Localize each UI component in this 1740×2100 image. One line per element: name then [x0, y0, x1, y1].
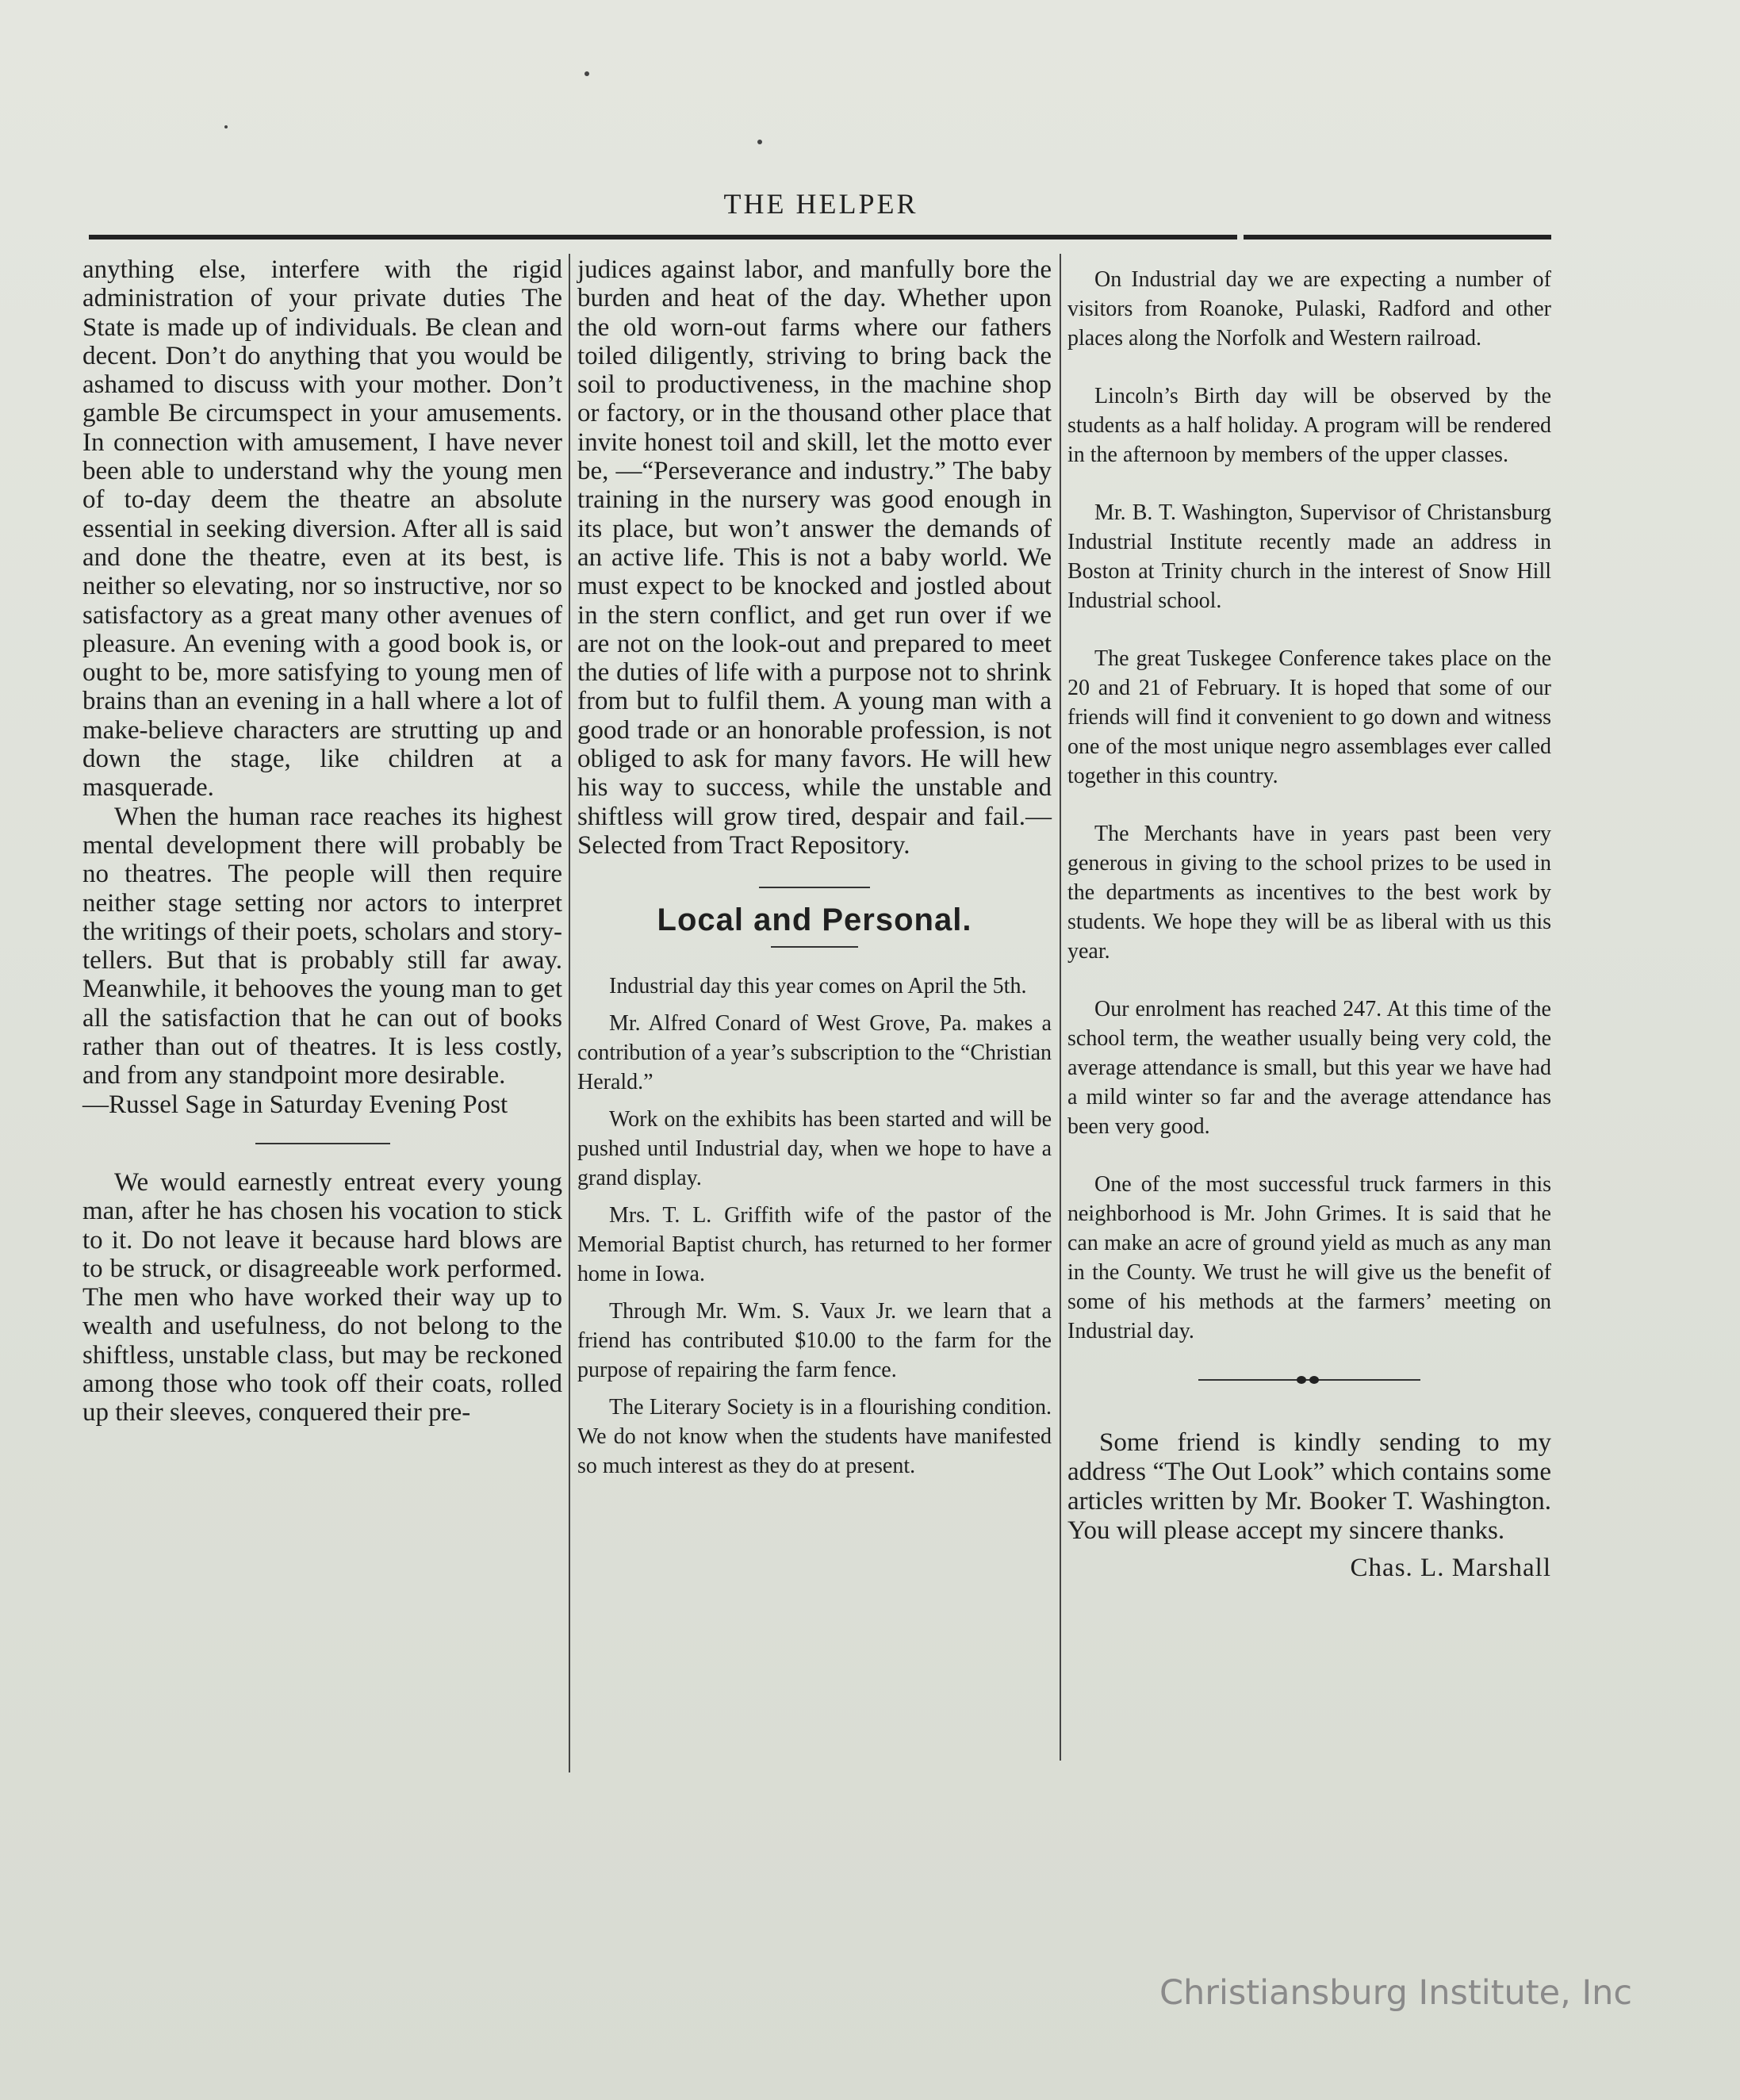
ink-speck — [584, 71, 589, 76]
news-item: Work on the exhibits has been started and will be pushed until Industrial day, when we hope to have a grand display. — [577, 1106, 1052, 1190]
column-1 — [82, 255, 562, 1427]
signature: Chas. L. Marshall — [1350, 1554, 1551, 1582]
news-item: Through Mr. Wm. S. Vaux Jr. we learn that a friend has contributed $10.00 to the farm for the purpose of repairing the farm fence. — [577, 1298, 1052, 1382]
news-item: Mrs. T. L. Griffith wife of the pastor of the Memorial Baptist church, has returned to her former home in Iowa. — [577, 1202, 1052, 1286]
section-rule — [771, 946, 858, 948]
column-3 — [1067, 265, 1551, 1583]
news-item: The Literary Society is in a flourishing condition. We do not know when the students have manifested so much interest as they do at present. — [577, 1394, 1052, 1478]
news-item: One of the most successful truck farmers in this neighborhood is Mr. John Grimes. It is said that he can make an acre of ground yield as much as any man in the County. We trust he will give us the benefit of some of his methods at the farmers’ meeting on Industrial day. — [1067, 1172, 1551, 1343]
masthead-rule — [89, 235, 1237, 240]
news-item: Mr. Alfred Conard of West Grove, Pa. makes a contribution of a year’s subscription to the “Christian Herald.” — [577, 1010, 1052, 1094]
news-item: On Industrial day we are expecting a number of visitors from Roanoke, Pulaski, Radford and other places along the Norfolk and Western railroad. — [1067, 267, 1551, 351]
news-item: The Merchants have in years past been very generous in giving to the school prizes to be used in the departments as incentives to the best work by students. We hope they will be as liberal with us this year. — [1067, 822, 1551, 964]
archive-watermark: Christiansburg Institute, Inc — [1159, 1973, 1633, 2013]
news-item: Mr. B. T. Washington, Supervisor of Christansburg Industrial Institute recently made an address in Boston at Trinity church in the interest of Snow Hill Industrial school. — [1067, 500, 1551, 613]
masthead-rule — [1244, 235, 1551, 240]
section-rule — [255, 1143, 390, 1144]
column-divider — [569, 254, 570, 1772]
news-item: Our enrolment has reached 247. At this time of the school term, the weather usually being very cold, the average attendance is small, but this year we have had a mild winter so far and the average attendance has been very good. — [1067, 997, 1551, 1139]
news-item: Lincoln’s Birth day will be observed by the students as a half holiday. A program will be rendered in the afternoon by members of the upper classes. — [1067, 384, 1551, 467]
ink-speck — [224, 125, 228, 128]
article-paragraph: judices against labor, and manfully bore the burden and heat of the day. Whether upon the old worn-out farms where our fathers toiled diligently, striving to bring back the soil to productiveness, in the machine shop or factory, or in the thousand other place that invite honest toil and skill, let the motto ever be, —“Perseverance and industry.” The baby training in the nursery was good enough in its place, but won’t answer the demands of an active life. This is not a baby world. We must expect to be knocked and jostled about in the stern conflict, and get run over if we are not on the look-out and prepared to meet the duties of life with a purpose not to shrink from but to fulfil them. A young man with a good trade or an honorable profession, is not obliged to ask for many favors. He will hew his way to success, while the unstable and shiftless will grow tired, despair and fail.—Selected from Tract Repository. — [577, 255, 1052, 860]
article-attribution: —Russel Sage in Saturday Evening Post — [82, 1090, 508, 1119]
ink-speck — [757, 140, 762, 144]
article-paragraph: When the human race reaches its highest mental development there will probably be no theatres. The people will then require neither stage setting nor actors to interpret the writings of their poets, scholars and story-tellers. But that is probably still far away. Meanwhile, it behooves the young man to get all the satisfaction that he can out of books rather than out of theatres. It is less costly, and from any standpoint more desirable. — [82, 802, 562, 1090]
masthead-title: THE HELPER — [723, 188, 918, 220]
ornament-rule — [1198, 1374, 1420, 1385]
ornament-rule — [759, 883, 870, 891]
article-paragraph: anything else, interfere with the rigid administration of your private duties The State is made up of individuals. Be clean and decent. Don’t do anything that you would be ashamed to discuss with your mother. Don’t gamble Be circumspect in your amusements. In connection with amusement, I have never been able to understand why the young men of to-day deem the theatre an absolute essential in seeking diversion. After all is said and done the theatre, even at its best, is neither so elevating, nor so instructive, nor so satisfactory as a great many other avenues of pleasure. An evening with a good book is, or ought to be, more satisfying to young men of brains than an evening in a hall where a lot of make-believe characters are strutting up and down the stage, like children at a masquerade. — [82, 255, 562, 803]
news-item: The great Tuskegee Conference takes place on the 20 and 21 of February. It is hoped that some of our friends will find it convenient to go down and witness one of the most unique negro assemblages ever called together in this country. — [1067, 646, 1551, 788]
column-divider — [1060, 254, 1061, 1761]
column-2 — [577, 255, 1052, 1489]
news-item: Industrial day this year comes on April the 5th. — [609, 973, 1027, 998]
article-paragraph: We would earnestly entreat every young man, after he has chosen his vocation to stick to it. Do not leave it because hard blows are to be struck, or disagreeable work performed. The men who have worked their way up to wealth and usefulness, do not belong to the shiftless, unstable class, but may be reckoned among those who took off their coats, rolled up their sleeves, conquered their pre- — [82, 1167, 562, 1427]
friend-note: Some friend is kindly sending to my address “The Out Look” which contains some articles written by Mr. Booker T. Washington. You will please accept my sincere thanks. — [1067, 1428, 1551, 1545]
section-heading: Local and Personal. — [657, 902, 972, 938]
